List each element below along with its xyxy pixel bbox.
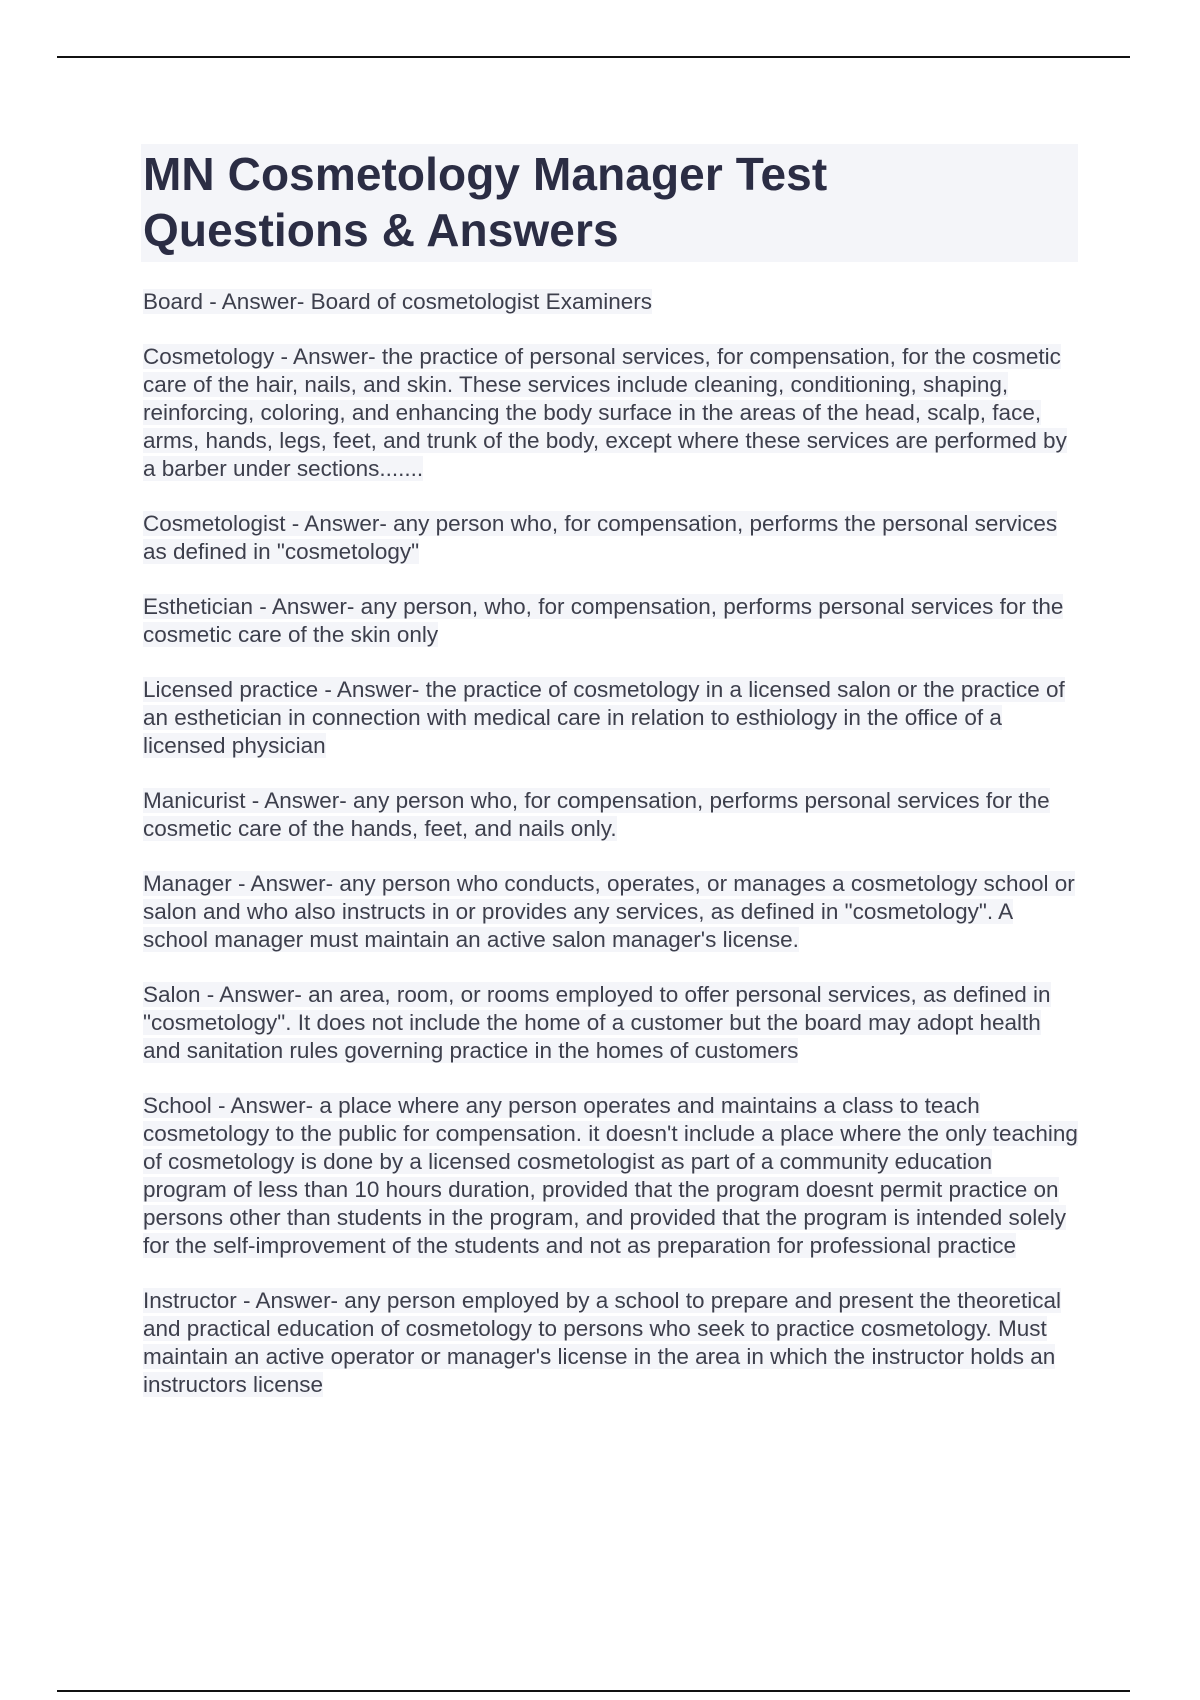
qa-entry-school: School - Answer- a place where any person operates and maintains a class to teach cosmetology to the public for compensation. it doesn't include a place where the only teaching of cosmetology is done by a licensed cosmetologist as part of a community education program of less than 10 hours duration, provided that the program doesnt permit practice on persons other than students in the program, and provided that the program is intended solely for the self-improvement of the students and not as preparation for professional practice [143,1093,1078,1258]
title-line-1: MN Cosmetology Manager Test [143,148,828,200]
qa-entry-board: Board - Answer- Board of cosmetologist Examiners [143,289,652,314]
title-line-2: Questions & Answers [143,204,619,256]
qa-entry-instructor: Instructor - Answer- any person employed by a school to prepare and present the theoretical and practical education of cosmetology to persons who seek to practice cosmetology. Must maintain an active operator or manager's license in the area in which the instructor holds an instructors license [143,1288,1062,1397]
header-rule [57,56,1130,58]
qa-list [143,288,1078,1399]
qa-entry-cosmetology: Cosmetology - Answer- the practice of personal services, for compensation, for the cosmetic care of the hair, nails, and skin. These services include cleaning, conditioning, shaping, reinforcing, coloring, and enhancing the body surface in the areas of the head, scalp, face, arms, hands, legs, feet, and trunk of the body, except where these services are performed by a barber under sections....... [143,344,1067,481]
document-body [143,144,1078,1426]
qa-entry-manicurist: Manicurist - Answer- any person who, for compensation, performs personal services for the cosmetic care of the hands, feet, and nails only. [143,788,1050,841]
qa-entry-licensed-practice: Licensed practice - Answer- the practice of cosmetology in a licensed salon or the practice of an esthetician in connection with medical care in relation to esthiology in the office of a licensed physician [143,677,1065,758]
qa-entry-manager: Manager - Answer- any person who conducts, operates, or manages a cosmetology school or salon and who also instructs in or provides any services, as defined in "cosmetology". A school manager must maintain an active salon manager's license. [143,871,1075,952]
qa-entry-salon: Salon - Answer- an area, room, or rooms employed to offer personal services, as defined in "cosmetology". It does not include the home of a customer but the board may adopt health and sanitation rules governing practice in the homes of customers [143,982,1051,1063]
qa-entry-esthetician: Esthetician - Answer- any person, who, for compensation, performs personal services for the cosmetic care of the skin only [143,594,1064,647]
document-title [143,146,1076,258]
qa-entry-cosmetologist: Cosmetologist - Answer- any person who, for compensation, performs the personal services as defined in "cosmetology" [143,511,1058,564]
footer-rule [57,1690,1130,1692]
title-block [141,144,1078,262]
